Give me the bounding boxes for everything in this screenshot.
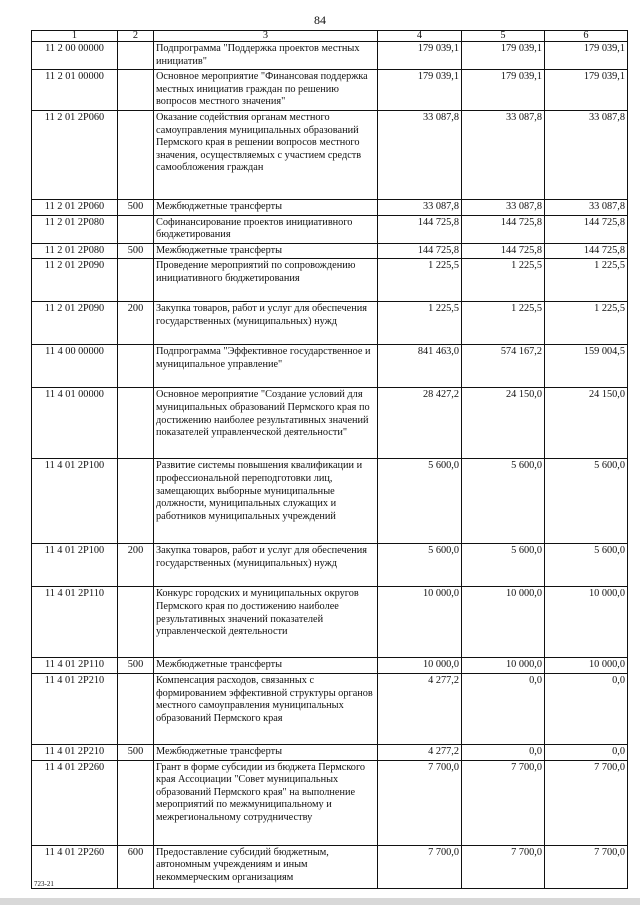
amount-cell-6: 144 725,8 xyxy=(545,243,628,259)
budget-table xyxy=(31,30,628,889)
amount-cell-5: 144 725,8 xyxy=(462,243,545,259)
table-row xyxy=(32,243,628,259)
table-row xyxy=(32,658,628,674)
amount-cell-4: 179 039,1 xyxy=(378,70,462,111)
page-number: 84 xyxy=(314,13,326,27)
amount-cell-4: 841 463,0 xyxy=(378,345,462,388)
amount-cell-4: 179 039,1 xyxy=(378,42,462,70)
amount-cell-4: 5 600,0 xyxy=(378,544,462,587)
expense-type-cell xyxy=(118,110,154,199)
name-cell: Межбюджетные трансферты xyxy=(154,199,378,215)
expense-type-cell: 500 xyxy=(118,243,154,259)
table-row xyxy=(32,302,628,345)
table-row xyxy=(32,345,628,388)
expense-type-cell xyxy=(118,587,154,658)
amount-cell-5: 7 700,0 xyxy=(462,845,545,888)
expense-type-cell xyxy=(118,388,154,459)
code-cell: 11 2 01 2Р060 xyxy=(32,110,118,199)
code-cell: 11 4 01 2Р100 xyxy=(32,544,118,587)
table-header-row xyxy=(32,31,628,42)
document-code: 723-21 xyxy=(34,880,54,888)
amount-cell-6: 144 725,8 xyxy=(545,215,628,243)
amount-cell-6: 10 000,0 xyxy=(545,587,628,658)
expense-type-cell: 200 xyxy=(118,544,154,587)
expense-type-cell: 500 xyxy=(118,199,154,215)
name-cell: Межбюджетные трансферты xyxy=(154,744,378,760)
amount-cell-6: 33 087,8 xyxy=(545,110,628,199)
amount-cell-4: 144 725,8 xyxy=(378,243,462,259)
expense-type-cell: 500 xyxy=(118,744,154,760)
amount-cell-4: 10 000,0 xyxy=(378,658,462,674)
amount-cell-4: 4 277,2 xyxy=(378,744,462,760)
name-cell: Компенсация расходов, связанных с формированием эффективной структуры органов местного самоуправления муниципальных образований Пермского края xyxy=(154,673,378,744)
header-cell: 4 xyxy=(378,31,462,42)
table-row xyxy=(32,459,628,544)
name-cell: Грант в форме субсидии из бюджета Пермского края Ассоциации "Совет муниципальных образований Пермского края" на выполнение мероприятий по межмуниципальному и межрегиональному сотрудничеству xyxy=(154,760,378,845)
header-cell: 2 xyxy=(118,31,154,42)
code-cell: 11 4 01 2Р100 xyxy=(32,459,118,544)
scan-edge xyxy=(0,898,640,905)
code-cell: 11 4 00 00000 xyxy=(32,345,118,388)
amount-cell-6: 159 004,5 xyxy=(545,345,628,388)
amount-cell-5: 0,0 xyxy=(462,744,545,760)
name-cell: Межбюджетные трансферты xyxy=(154,658,378,674)
amount-cell-6: 5 600,0 xyxy=(545,459,628,544)
amount-cell-6: 1 225,5 xyxy=(545,302,628,345)
header-cell: 3 xyxy=(154,31,378,42)
amount-cell-5: 1 225,5 xyxy=(462,259,545,302)
name-cell: Закупка товаров, работ и услуг для обеспечения государственных (муниципальных) нужд xyxy=(154,302,378,345)
amount-cell-6: 5 600,0 xyxy=(545,544,628,587)
header-cell: 6 xyxy=(545,31,628,42)
expense-type-cell: 200 xyxy=(118,302,154,345)
table-row xyxy=(32,760,628,845)
expense-type-cell xyxy=(118,760,154,845)
code-cell: 11 2 01 2Р090 xyxy=(32,302,118,345)
amount-cell-4: 1 225,5 xyxy=(378,302,462,345)
amount-cell-5: 10 000,0 xyxy=(462,658,545,674)
code-cell: 11 4 01 2Р260 xyxy=(32,845,118,888)
amount-cell-5: 5 600,0 xyxy=(462,544,545,587)
code-cell: 11 4 01 2Р110 xyxy=(32,587,118,658)
amount-cell-5: 1 225,5 xyxy=(462,302,545,345)
code-cell: 11 4 01 2Р260 xyxy=(32,760,118,845)
code-cell: 11 2 01 00000 xyxy=(32,70,118,111)
amount-cell-6: 179 039,1 xyxy=(545,70,628,111)
expense-type-cell xyxy=(118,42,154,70)
amount-cell-5: 33 087,8 xyxy=(462,110,545,199)
code-cell: 11 2 01 2Р090 xyxy=(32,259,118,302)
table-row xyxy=(32,673,628,744)
amount-cell-4: 33 087,8 xyxy=(378,199,462,215)
table-row xyxy=(32,70,628,111)
amount-cell-4: 4 277,2 xyxy=(378,673,462,744)
amount-cell-5: 5 600,0 xyxy=(462,459,545,544)
expense-type-cell xyxy=(118,673,154,744)
amount-cell-4: 144 725,8 xyxy=(378,215,462,243)
expense-type-cell xyxy=(118,259,154,302)
amount-cell-5: 10 000,0 xyxy=(462,587,545,658)
name-cell: Закупка товаров, работ и услуг для обеспечения государственных (муниципальных) нужд xyxy=(154,544,378,587)
expense-type-cell xyxy=(118,70,154,111)
amount-cell-5: 179 039,1 xyxy=(462,70,545,111)
name-cell: Подпрограмма "Эффективное государственное и муниципальное управление" xyxy=(154,345,378,388)
header-cell: 1 xyxy=(32,31,118,42)
expense-type-cell: 500 xyxy=(118,658,154,674)
amount-cell-6: 0,0 xyxy=(545,673,628,744)
amount-cell-5: 144 725,8 xyxy=(462,215,545,243)
amount-cell-4: 7 700,0 xyxy=(378,845,462,888)
table-row xyxy=(32,744,628,760)
amount-cell-4: 1 225,5 xyxy=(378,259,462,302)
amount-cell-6: 7 700,0 xyxy=(545,845,628,888)
table-row xyxy=(32,215,628,243)
code-cell: 11 4 01 00000 xyxy=(32,388,118,459)
amount-cell-5: 179 039,1 xyxy=(462,42,545,70)
amount-cell-4: 33 087,8 xyxy=(378,110,462,199)
name-cell: Межбюджетные трансферты xyxy=(154,243,378,259)
amount-cell-4: 28 427,2 xyxy=(378,388,462,459)
code-cell: 11 4 01 2Р210 xyxy=(32,673,118,744)
code-cell: 11 2 01 2Р080 xyxy=(32,243,118,259)
name-cell: Основное мероприятие "Финансовая поддержка местных инициатив граждан по решению вопросов местного значения" xyxy=(154,70,378,111)
name-cell: Софинансирование проектов инициативного бюджетирования xyxy=(154,215,378,243)
amount-cell-6: 10 000,0 xyxy=(545,658,628,674)
name-cell: Основное мероприятие "Создание условий для муниципальных образований Пермского края по достижению наиболее результативных значений показателей управленческой деятельности" xyxy=(154,388,378,459)
expense-type-cell: 600 xyxy=(118,845,154,888)
code-cell: 11 4 01 2Р210 xyxy=(32,744,118,760)
table-row xyxy=(32,544,628,587)
name-cell: Конкурс городских и муниципальных округов Пермского края по достижению наиболее результативных значений показателей управленческой деятельности xyxy=(154,587,378,658)
table-row xyxy=(32,587,628,658)
amount-cell-6: 179 039,1 xyxy=(545,42,628,70)
name-cell: Подпрограмма "Поддержка проектов местных инициатив" xyxy=(154,42,378,70)
name-cell: Оказание содействия органам местного самоуправления муниципальных образований Пермского края в решении вопросов местного значения, осуществляемых с участием средств самообложения граждан xyxy=(154,110,378,199)
amount-cell-6: 24 150,0 xyxy=(545,388,628,459)
code-cell: 11 2 01 2Р080 xyxy=(32,215,118,243)
table-row xyxy=(32,259,628,302)
amount-cell-5: 33 087,8 xyxy=(462,199,545,215)
amount-cell-5: 24 150,0 xyxy=(462,388,545,459)
table-row xyxy=(32,110,628,199)
code-cell: 11 2 00 00000 xyxy=(32,42,118,70)
header-cell: 5 xyxy=(462,31,545,42)
amount-cell-6: 7 700,0 xyxy=(545,760,628,845)
table-row xyxy=(32,42,628,70)
name-cell: Развитие системы повышения квалификации и профессиональной переподготовки лиц, замещающих выборные муниципальные должности, муниципальных служащих и работников муниципальных учреждений xyxy=(154,459,378,544)
code-cell: 11 2 01 2Р060 xyxy=(32,199,118,215)
name-cell: Проведение мероприятий по сопровождению инициативного бюджетирования xyxy=(154,259,378,302)
table-row xyxy=(32,388,628,459)
name-cell: Предоставление субсидий бюджетным, автономным учреждениям и иным некоммерческим организациям xyxy=(154,845,378,888)
table-row xyxy=(32,199,628,215)
expense-type-cell xyxy=(118,345,154,388)
expense-type-cell xyxy=(118,459,154,544)
amount-cell-6: 33 087,8 xyxy=(545,199,628,215)
amount-cell-4: 10 000,0 xyxy=(378,587,462,658)
amount-cell-4: 5 600,0 xyxy=(378,459,462,544)
amount-cell-5: 0,0 xyxy=(462,673,545,744)
amount-cell-6: 1 225,5 xyxy=(545,259,628,302)
code-cell: 11 4 01 2Р110 xyxy=(32,658,118,674)
amount-cell-5: 7 700,0 xyxy=(462,760,545,845)
table-row xyxy=(32,845,628,888)
amount-cell-4: 7 700,0 xyxy=(378,760,462,845)
amount-cell-6: 0,0 xyxy=(545,744,628,760)
amount-cell-5: 574 167,2 xyxy=(462,345,545,388)
expense-type-cell xyxy=(118,215,154,243)
